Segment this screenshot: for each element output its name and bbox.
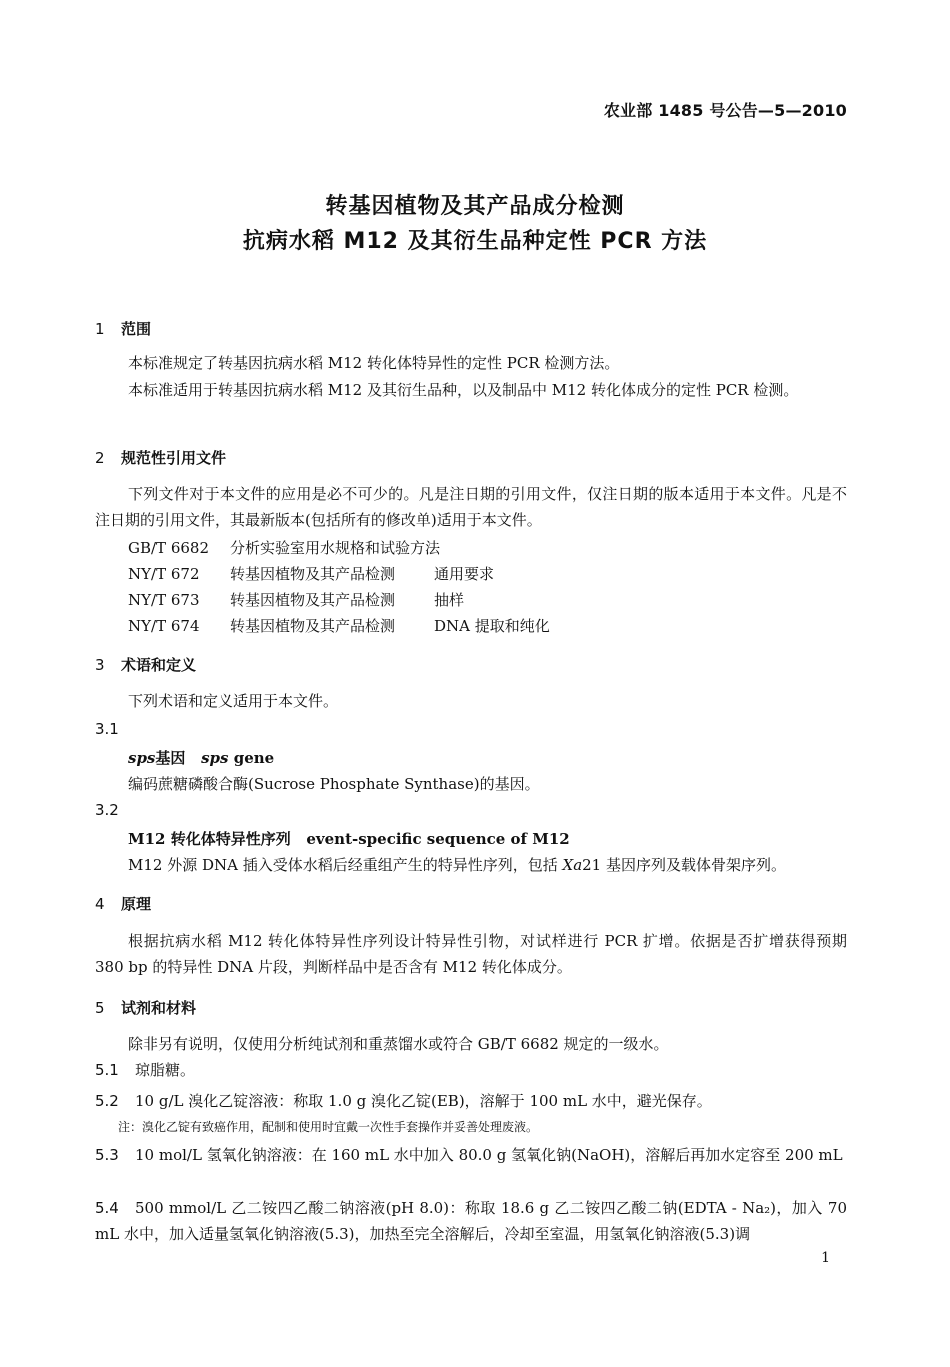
reagent-item: [95, 1195, 847, 1247]
section-5-heading: [95, 997, 196, 1018]
reference-item: [128, 589, 464, 610]
term-3-1-cn: 基因: [155, 749, 186, 767]
term-3-1-number: 3.1: [95, 720, 119, 738]
term-3-1-italic: sps: [128, 749, 156, 767]
term-3-2-definition: [128, 854, 786, 875]
section-4-heading: [95, 893, 151, 914]
reference-title: 转基因植物及其产品检测: [230, 591, 396, 609]
reagent-number: 5.4: [95, 1199, 119, 1217]
standard-code: 农业部 1485 号公告—5—2010: [603, 101, 847, 120]
doc-title-line1: 转基因植物及其产品成分检测: [325, 194, 625, 219]
term-3-2-def-b: 21 基因序列及载体骨架序列。: [582, 856, 786, 874]
section-2-number: 2: [95, 449, 105, 467]
section-3-para-1: 下列术语和定义适用于本文件。: [128, 692, 339, 710]
reference-title: 转基因植物及其产品检测: [230, 565, 396, 583]
section-5-number: 5: [95, 999, 105, 1017]
reference-title: 分析实验室用水规格和试验方法: [230, 539, 441, 557]
term-3-2-en: event-specific sequence of M12: [306, 830, 570, 848]
term-3-1-en: gene: [233, 749, 275, 767]
reference-subtitle: 抽样: [434, 591, 465, 609]
reagent-text: 琼脂糖。: [135, 1061, 196, 1079]
reference-item: [128, 537, 440, 558]
section-2-title: 规范性引用文件: [121, 449, 227, 467]
reagent-item: [95, 1088, 847, 1114]
reagent-item: [95, 1142, 847, 1168]
section-5-title: 试剂和材料: [121, 999, 197, 1017]
reference-subtitle: DNA 提取和纯化: [434, 617, 550, 635]
section-1-number: 1: [95, 320, 105, 338]
reagent-number: 5.3: [95, 1146, 119, 1164]
reagent-text: 10 mol/L 氢氧化钠溶液：在 160 mL 水中加入 80.0 g 氢氧化钠(NaOH)，溶解后再加水定容至 200 mL: [135, 1146, 843, 1164]
term-3-1-label: [128, 747, 274, 768]
page-number: 1: [821, 1250, 830, 1266]
term-3-2-def-italic: Xa: [562, 856, 583, 874]
reference-code: NY/T 674: [128, 617, 200, 635]
section-1-heading: [95, 318, 151, 339]
section-1-para-2: 本标准适用于转基因抗病水稻 M12 及其衍生品种，以及制品中 M12 转化体成分的定性 PCR 检测。: [128, 381, 799, 399]
term-3-1-definition: 编码蔗糖磷酸合酶(Sucrose Phosphate Synthase)的基因。: [128, 775, 540, 793]
section-1-title: 范围: [121, 320, 152, 338]
doc-title-line2: 抗病水稻 M12 及其衍生品种定性 PCR 方法: [242, 229, 708, 254]
reagent-item: [95, 1057, 847, 1083]
reference-subtitle: 通用要求: [434, 565, 495, 583]
term-3-2-cn: M12 转化体特异性序列: [128, 830, 291, 848]
section-4-title: 原理: [121, 895, 152, 913]
term-3-1-en-italic: sps: [201, 749, 229, 767]
section-3-heading: [95, 654, 196, 675]
reference-code: NY/T 672: [128, 565, 200, 583]
section-2-para-1: 下列文件对于本文件的应用是必不可少的。凡是注日期的引用文件，仅注日期的版本适用于本文件。凡是不注日期的引用文件，其最新版本(包括所有的修改单)适用于本文件。: [95, 485, 847, 529]
reagent-note: 注：溴化乙锭有致癌作用，配制和使用时宜戴一次性手套操作并妥善处理废液。: [118, 1120, 539, 1134]
reference-title: 转基因植物及其产品检测: [230, 617, 396, 635]
section-4-number: 4: [95, 895, 105, 913]
reagent-text: 500 mmol/L 乙二铵四乙酸二钠溶液(pH 8.0)：称取 18.6 g 乙二铵四乙酸二钠(EDTA - Na₂)，加入 70 mL 水中，加入适量氢氧化钠溶液(5.3)，加热至完全溶解后，冷却至室温，用氢氧化钠溶液(5.3)调: [95, 1199, 847, 1243]
section-5-para-1: 除非另有说明，仅使用分析纯试剂和重蒸馏水或符合 GB/T 6682 规定的一级水。: [128, 1035, 669, 1053]
reference-code: GB/T 6682: [128, 539, 210, 557]
reference-item: [128, 615, 550, 636]
reagent-number: 5.1: [95, 1061, 119, 1079]
term-3-2-def-a: M12 外源 DNA 插入受体水稻后经重组产生的特异性序列，包括: [128, 856, 563, 874]
reference-code: NY/T 673: [128, 591, 200, 609]
section-3-title: 术语和定义: [121, 656, 197, 674]
reference-item: [128, 563, 494, 584]
section-3-number: 3: [95, 656, 105, 674]
section-4-para-1: 根据抗病水稻 M12 转化体特异性序列设计特异性引物，对试样进行 PCR 扩增。依据是否扩增获得预期 380 bp 的特异性 DNA 片段，判断样品中是否含有 M12 转化体成分。: [95, 932, 847, 976]
term-3-2-number: 3.2: [95, 801, 119, 819]
section-2-heading: [95, 447, 226, 468]
reagent-text: 10 g/L 溴化乙锭溶液：称取 1.0 g 溴化乙锭(EB)，溶解于 100 mL 水中，避光保存。: [135, 1092, 712, 1110]
section-1-para-1: 本标准规定了转基因抗病水稻 M12 转化体特异性的定性 PCR 检测方法。: [128, 354, 620, 372]
reagent-number: 5.2: [95, 1092, 119, 1110]
term-3-2-label: [128, 828, 570, 849]
